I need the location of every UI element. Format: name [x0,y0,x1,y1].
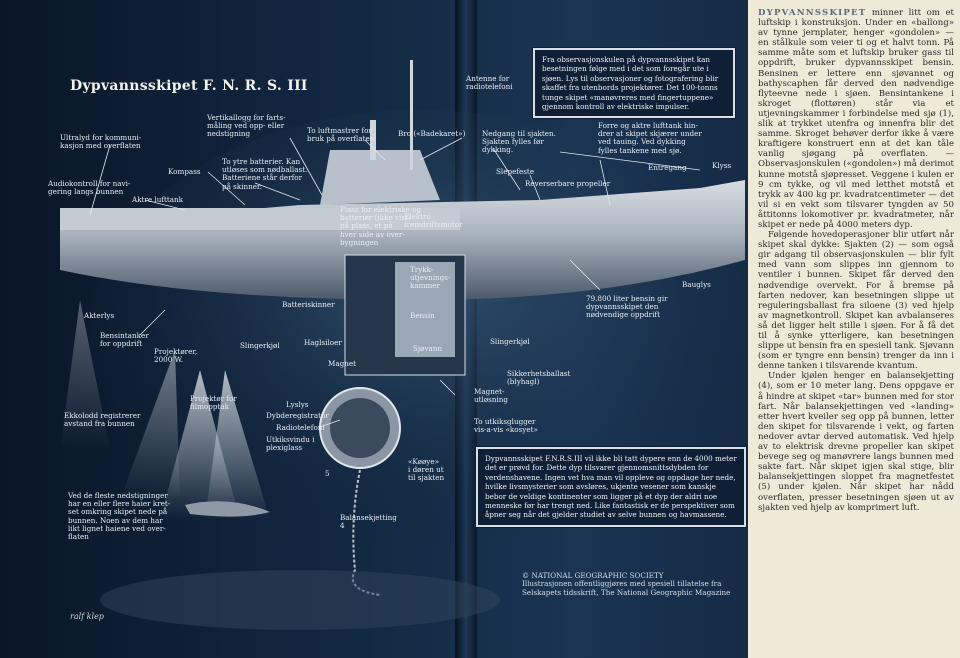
label-num5: 5 [325,469,330,478]
label-radiotelefoni: Radiotelefoni [276,423,325,432]
label-bensin: Bensin [410,311,435,320]
label-forre-aktre: Forre og aktre lufttank hin- drer at skipet skjærer under ved tauing. Ved dykking fylles tankene med sjø. [598,121,702,155]
label-bro: Bro («Badekaret») [398,129,466,138]
credit-permission: Illustrasjonen offentliggjøres med spesiell tillatelse fra Selskapets tidsskrift, The National Geographic Magazine [522,579,731,597]
label-slepefeste: Slepefeste [496,167,535,176]
article-text [758,8,954,513]
conning-tower [320,150,440,205]
credit [522,572,732,597]
label-ultralyd: Ultralyd for kommuni- kasjon med overflaten [60,133,142,151]
label-audiokontroll: Audiokontroll for navi- gering langs bunnen [48,179,131,197]
label-nedgang: Nedgang til sjakten. Sjakten fylles før dykking. [482,129,556,155]
label-luftmast: To luftmastrer for bruk på overflaten [307,126,375,144]
article-para-2: Følgende hovedoperasjoner blir utført når skipet skal dykke: Sjakten (2) — som også gir adgang til observasjonskulen — blir fylt med vann som slippes inn gjennom to ventiler i bunnen. Skipet får derved den nødvendige overvekt. For å bremse på farten nedover, kan besetningen slippe ut reguleringsballast fra siloene (3) ved hjelp av magnetkontroll. Skipet kan avbalanseres så det ligger helt stille i sjøen. For å få det til å synke ytterligere, kan besetningen slippe ut bensin fra en spesiell tank. Sjøvann (som er tyngre enn bensin) trenger da inn i denne tanken i tilsvarende kvantum. [758,230,954,372]
label-projektor-film: Projektør for filmopptak [190,394,237,412]
article-para-1 [758,8,954,230]
diagram-title: Dypvannsskipet F. N. R. S. III [70,78,308,94]
info-box-bottom: Dypvannsskipet F.N.R.S.III vil ikke bli tatt dypere enn de 4000 meter det er prøvd for. Dette dyp tilsvarer gjennomsnittsdybden for verdenshavene. Ingen vet hva man vil oppleve og oppdage her nede, hvilke livsmysterier som avsløres, ukjente vesener som kanskje bebor de veldige kontinenter som ligger på et dyp der aldri noe menneske før har trengt ned. Like fantastisk er de perspektiver som åpner seg når det gjelder studiet av selve bunnen og havmassene. [476,447,746,527]
label-haier: Ved de fleste nedstigninger har en eller flere haier kret- set omkring skipet nede på bunnen. Noen av dem har likt lignet haiene ved over- flaten [68,491,171,542]
label-vertikallogg: Vertikallogg for farts- måling ved opp- eller nedstigning [207,113,286,139]
label-slingerkjol-a: Slingerkjøl [240,341,280,350]
label-lyslys: Lyslys [286,400,309,409]
label-bensintanker: Bensintanker for oppdrift [100,331,149,349]
label-dybderegistrator: Dybderegistrator [266,411,329,420]
label-plassering: Plass for elektriske og batterier (ikke vist) på plass, et på hver side av over- bygningen [340,205,422,247]
label-antenne: Antenne for radiotelefoni [466,74,513,92]
label-elektro: Elektro fremdriftsmotor [404,212,463,230]
label-bensin-liter: 79.800 liter bensin gir dypvannsskipet den nødvendige oppdrift [586,294,668,320]
article-para-1-body: minner litt om et luftskip i konstruksjon. Under en «ballong» av tynne jernplater, henger «gondolen» — en stålkule som veier ti og et halvt tonn. På samme måte som et luftskip bruker gass til oppdrift, bruker dypvannsskipet bensin. Bensinen er lettere enn sjøvannet og bathyscaphen får derved den nødvendige flyteevne nede i sjøen. Bensintankene i skroget (flottøren) står via et utjevningskammer i forbindelse med sjø (1), slik at trykket utenfra og innenfra blir det samme. Skroget behøver derfor ikke å være kraftigere konstruert enn at det kan tåle vanlig sjøgang på overflaten. — Observasjonskulen («gondolen») må derimot kunne motstå sjøpresset. Veggene i kulen er 9 cm tykke, og vil med letthet motstå et trykk av 400 kg pr. kvadratcentimeter — det vil si en vekt som tilsvarer tyngden av 50 åttitonns lokomotiver pr. kvadratmeter, når skipet er nede på 4000 meters dyp. [758,8,954,230]
label-utkiksgugger: To utkiksglugger vis-a-vis «kosyet» [474,417,538,435]
info-box-top: Fra observasjonskulen på dypvannsskipet kan besetningen følge med i det som foregår ute i sjøen. Lys til observasjoner og fotografering blir skaffet fra utenbords projektører. Det 100-tonns tunge skipet «manøvreres med fingertuppene» gjennom kontroll av elektriske impulser. [533,48,735,118]
antenna-mast [410,60,413,170]
label-magnet: Magnet [328,359,357,368]
label-ekkolodd: Ekkolodd registrerer avstand fra bunnen [64,411,141,429]
label-haglsiloer: Haglsiloer [304,338,342,347]
label-balansekjetting: Balansekjetting 4 [340,513,397,531]
label-sikkerhet: Sikkerhetsballast (blyhagl) [507,369,571,387]
label-kompass: Kompass [168,167,201,176]
label-slingerkjol-b: Slingerkjøl [490,337,530,346]
artist-signature: ralf klep [70,612,104,621]
seafloor [100,570,500,630]
label-sjovann: Sjøvann [413,344,443,353]
label-batteriskinner: Batteriskinner [282,300,335,309]
label-koye: «Køøye» i døren ut til sjakten [408,457,445,483]
label-bauglys: Bauglys [682,280,711,289]
label-klyss: Klyss [712,161,732,170]
label-utkiksvindu: Utkiksvindu i plexiglass [266,435,315,453]
label-trykkutjevning: Trykk- utjevnings- kammer [410,265,451,291]
label-aktre-lufttank: Aktre lufttank [132,195,184,204]
sphere-interior [330,398,390,458]
credit-copyright: © NATIONAL GEOGRAPHIC SOCIETY [522,571,664,580]
label-akterlys: Akterlys [84,311,115,320]
article-heading: DYPVANNSSKIPET [758,8,867,18]
label-projektorer: Projektører, 2000 W. [154,347,198,365]
article-para-3: Under kjølen henger en balansekjetting (4), som er 10 meter lang. Dens oppgave er å hindre at skipet «tar» bunnen med for stor fart. Når balansekjettingen ved «landing» etter hvert kveiler seg opp på bunnen, letter den skipet for tilsvarende i vekt, og farten nedover avtar derved automatisk. Ved hjelp av to elektrisk drevne propeller kan skipet bevege seg og manøvrere langs bunnen med sakte fart. Når skipet igjen skal stige, blir balansekjettingen sloppet fra magnetfestet (5) under kjølen. Når skipet har nådd overflaten, presser besetningen sjøen ut av sjakten ved hjelp av komprimert luft. [758,371,954,513]
label-magnet-utlosning: Magnet- utløsning [474,387,508,405]
label-batterier: To ytre batterier. Kan utløses som nødballast. Batteriene står derfor på skinner. [222,157,308,191]
label-entregang: Entregang [648,163,687,172]
label-reverserbare: Reverserbare propeller [525,179,611,188]
